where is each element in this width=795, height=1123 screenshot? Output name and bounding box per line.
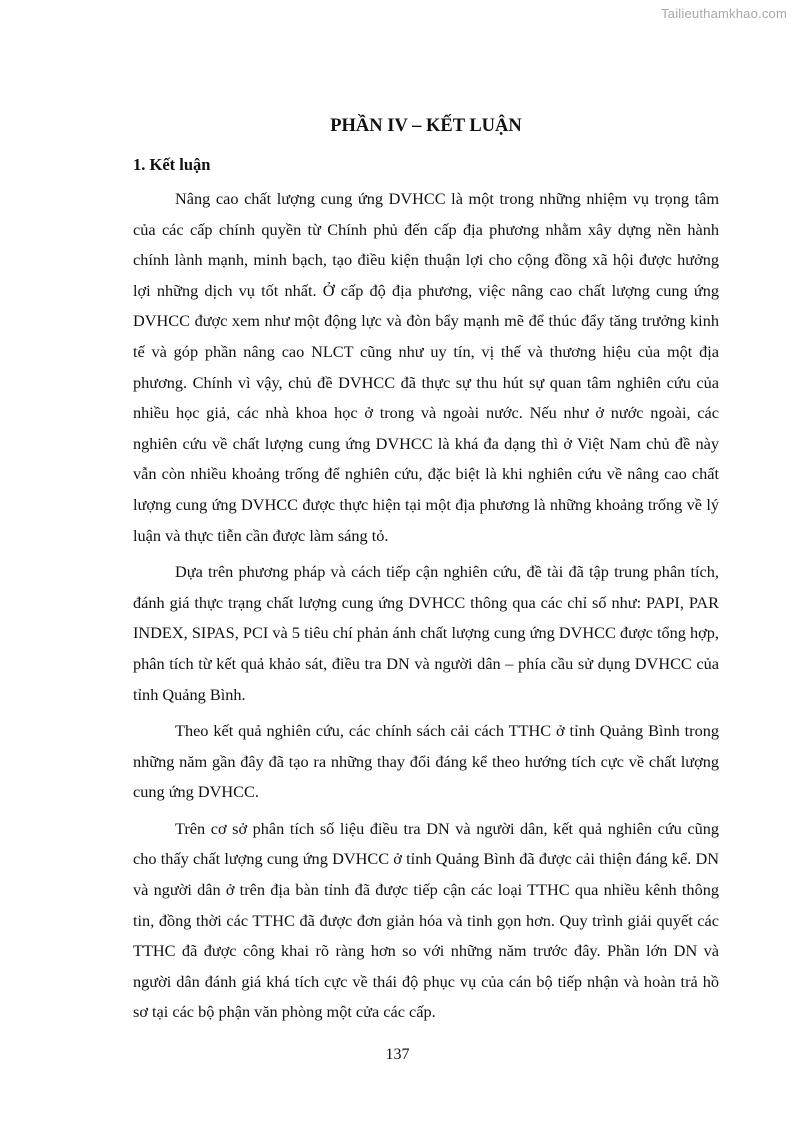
- page-number: 137: [385, 1046, 410, 1063]
- part-title: PHẦN IV – KẾT LUẬN: [330, 116, 522, 136]
- paragraph-4: Trên cơ sở phân tích số liệu điều tra DN và người dân, kết quả nghiên cứu cũng cho thấy chất lượng cung ứng DVHCC ở tỉnh Quảng Bình đã được cải thiện đáng kể. DN và người dân ở trên địa bàn tỉnh đã được tiếp cận các loại TTHC qua nhiều kênh thông tin, đồng thời các TTHC đã được đơn giản hóa và tinh gọn hơn. Quy trình giải quyết các TTHC đã được công khai rõ ràng hơn so với những năm trước đây. Phần lớn DN và người dân đánh giá khá tích cực về thái độ phục vụ của cán bộ tiếp nhận và hoàn trả hồ sơ tại các bộ phận văn phòng một cửa các cấp.: [133, 818, 719, 1022]
- document-body: [133, 112, 719, 1034]
- watermark: Tailieuthamkhao.com: [661, 6, 787, 21]
- paragraph-3: Theo kết quả nghiên cứu, các chính sách cải cách TTHC ở tỉnh Quảng Bình trong những năm gần đây đã tạo ra những thay đổi đáng kể theo hướng tích cực về chất lượng cung ứng DVHCC.: [133, 721, 719, 802]
- section-title: 1. Kết luận: [133, 155, 211, 174]
- paragraph-2: Dựa trên phương pháp và cách tiếp cận nghiên cứu, đề tài đã tập trung phân tích, đánh giá thực trạng chất lượng cung ứng DVHCC thông qua các chỉ số như: PAPI, PAR INDEX, SIPAS, PCI và 5 tiêu chí phản ánh chất lượng cung ứng DVHCC được tổng hợp, phân tích từ kết quả khảo sát, điều tra DN và người dân – phía cầu sử dụng DVHCC của tỉnh Quảng Bình.: [133, 562, 719, 704]
- paragraph-1: Nâng cao chất lượng cung ứng DVHCC là một trong những nhiệm vụ trọng tâm của các cấp chính quyền từ Chính phủ đến cấp địa phương nhằm xây dựng nền hành chính lành mạnh, minh bạch, tạo điều kiện thuận lợi cho cộng đồng xã hội được hưởng lợi những dịch vụ tốt nhất. Ở cấp độ địa phương, việc nâng cao chất lượng cung ứng DVHCC được xem như một động lực và đòn bẩy mạnh mẽ để thúc đẩy tăng trưởng kinh tế và góp phần nâng cao NLCT cũng như uy tín, vị thế và thương hiệu của một địa phương. Chính vì vậy, chủ đề DVHCC đã thực sự thu hút sự quan tâm nghiên cứu của nhiều học giả, các nhà khoa học ở trong và ngoài nước. Nếu như ở nước ngoài, các nghiên cứu về chất lượng cung ứng DVHCC là khá đa dạng thì ở Việt Nam chủ đề này vẫn còn nhiều khoảng trống để nghiên cứu, đặc biệt là khi nghiên cứu về nâng cao chất lượng cung ứng DVHCC được thực hiện tại một địa phương là những khoảng trống về lý luận và thực tiễn cần được làm sáng tỏ.: [133, 189, 719, 545]
